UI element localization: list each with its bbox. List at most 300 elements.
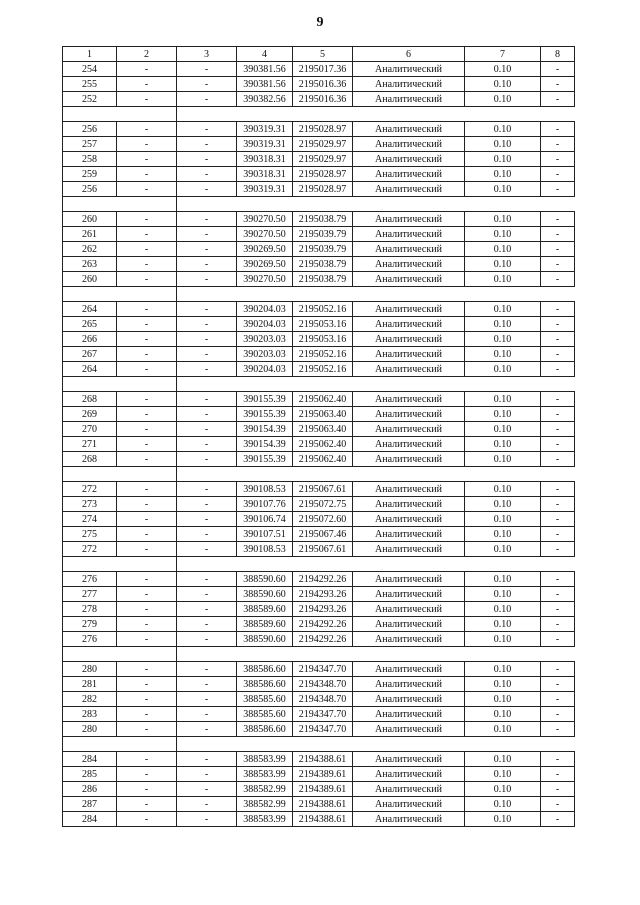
separator-cell (541, 197, 575, 212)
table-cell-col-7: 0.10 (465, 227, 541, 242)
separator-cell (353, 197, 465, 212)
table-cell-col-6: Аналитический (353, 602, 465, 617)
table-cell-col-5: 2195038.79 (293, 212, 353, 227)
table-cell-col-6: Аналитический (353, 392, 465, 407)
table-cell-col-2: - (117, 362, 177, 377)
separator-cell (237, 467, 293, 482)
table-cell-col-1: 276 (63, 632, 117, 647)
table-cell-col-1: 264 (63, 362, 117, 377)
separator-cell (117, 197, 177, 212)
table-cell-col-5: 2195029.97 (293, 137, 353, 152)
table-cell-col-4: 390270.50 (237, 212, 293, 227)
table-cell-col-1: 280 (63, 722, 117, 737)
page-number: 9 (316, 15, 324, 30)
table-cell-col-4: 388586.60 (237, 677, 293, 692)
table-cell-col-1: 276 (63, 572, 117, 587)
table-cell-col-5: 2195067.61 (293, 542, 353, 557)
separator-cell (237, 737, 293, 752)
table-header-row (63, 47, 575, 62)
table-cell-col-1: 261 (63, 227, 117, 242)
table-row (63, 332, 575, 347)
table-cell-col-8: - (541, 227, 575, 242)
table-cell-col-5: 2195062.40 (293, 392, 353, 407)
table-cell-col-1: 263 (63, 257, 117, 272)
table-cell-col-1: 275 (63, 527, 117, 542)
table-cell-col-1: 256 (63, 122, 117, 137)
separator-cell (177, 467, 237, 482)
table-cell-col-7: 0.10 (465, 272, 541, 287)
table-cell-col-5: 2194293.26 (293, 587, 353, 602)
table-cell-col-7: 0.10 (465, 452, 541, 467)
table-cell-col-6: Аналитический (353, 77, 465, 92)
table-cell-col-2: - (117, 632, 177, 647)
separator-cell (465, 197, 541, 212)
table-cell-col-8: - (541, 422, 575, 437)
table-cell-col-3: - (177, 692, 237, 707)
table-cell-col-8: - (541, 527, 575, 542)
table-cell-col-8: - (541, 152, 575, 167)
separator-cell (541, 107, 575, 122)
table-cell-col-3: - (177, 92, 237, 107)
table-cell-col-1: 252 (63, 92, 117, 107)
table-cell-col-8: - (541, 407, 575, 422)
table-cell-col-5: 2195062.40 (293, 437, 353, 452)
table-cell-col-6: Аналитический (353, 707, 465, 722)
table-cell-col-7: 0.10 (465, 542, 541, 557)
table-cell-col-4: 388583.99 (237, 752, 293, 767)
table-cell-col-3: - (177, 62, 237, 77)
table-row (63, 752, 575, 767)
column-header-6: 6 (353, 47, 465, 62)
table-cell-col-3: - (177, 617, 237, 632)
table-cell-col-4: 390154.39 (237, 437, 293, 452)
table-cell-col-7: 0.10 (465, 392, 541, 407)
table-cell-col-3: - (177, 392, 237, 407)
group-separator-row (63, 737, 575, 752)
table-cell-col-7: 0.10 (465, 122, 541, 137)
table-cell-col-2: - (117, 227, 177, 242)
separator-cell (63, 467, 117, 482)
table-cell-col-7: 0.10 (465, 602, 541, 617)
separator-cell (63, 737, 117, 752)
table-row (63, 797, 575, 812)
table-cell-col-5: 2195072.60 (293, 512, 353, 527)
table-cell-col-2: - (117, 782, 177, 797)
table-row (63, 602, 575, 617)
separator-cell (465, 377, 541, 392)
table-cell-col-5: 2195067.61 (293, 482, 353, 497)
column-header-7: 7 (465, 47, 541, 62)
table-row (63, 707, 575, 722)
table-cell-col-1: 262 (63, 242, 117, 257)
table-cell-col-8: - (541, 92, 575, 107)
table-cell-col-7: 0.10 (465, 77, 541, 92)
table-cell-col-6: Аналитический (353, 302, 465, 317)
table-cell-col-2: - (117, 407, 177, 422)
separator-cell (465, 107, 541, 122)
separator-cell (293, 647, 353, 662)
table-cell-col-7: 0.10 (465, 767, 541, 782)
table-cell-col-1: 257 (63, 137, 117, 152)
table-cell-col-3: - (177, 77, 237, 92)
table-cell-col-1: 279 (63, 617, 117, 632)
table-cell-col-4: 388583.99 (237, 767, 293, 782)
table-cell-col-7: 0.10 (465, 497, 541, 512)
table-cell-col-2: - (117, 587, 177, 602)
table-cell-col-6: Аналитический (353, 572, 465, 587)
separator-cell (237, 287, 293, 302)
table-cell-col-2: - (117, 707, 177, 722)
separator-cell (293, 377, 353, 392)
table-cell-col-6: Аналитический (353, 722, 465, 737)
table-cell-col-6: Аналитический (353, 347, 465, 362)
table-cell-col-4: 390106.74 (237, 512, 293, 527)
table-cell-col-8: - (541, 542, 575, 557)
table-cell-col-5: 2195062.40 (293, 452, 353, 467)
table-cell-col-4: 388585.60 (237, 707, 293, 722)
table-row (63, 497, 575, 512)
table-row (63, 122, 575, 137)
table-cell-col-4: 390155.39 (237, 452, 293, 467)
table-cell-col-2: - (117, 137, 177, 152)
table-cell-col-5: 2194293.26 (293, 602, 353, 617)
table-cell-col-8: - (541, 392, 575, 407)
table-cell-col-1: 271 (63, 437, 117, 452)
table-cell-col-8: - (541, 347, 575, 362)
table-cell-col-8: - (541, 482, 575, 497)
table-cell-col-2: - (117, 62, 177, 77)
table-cell-col-5: 2194388.61 (293, 812, 353, 827)
table-cell-col-8: - (541, 572, 575, 587)
table-cell-col-2: - (117, 512, 177, 527)
table-cell-col-3: - (177, 722, 237, 737)
table-cell-col-1: 268 (63, 452, 117, 467)
table-cell-col-8: - (541, 272, 575, 287)
table-cell-col-2: - (117, 302, 177, 317)
table-row (63, 77, 575, 92)
separator-cell (353, 737, 465, 752)
table-cell-col-6: Аналитический (353, 452, 465, 467)
table-row (63, 437, 575, 452)
table-cell-col-5: 2195052.16 (293, 362, 353, 377)
table-row (63, 167, 575, 182)
table-cell-col-5: 2195052.16 (293, 302, 353, 317)
table-row (63, 782, 575, 797)
column-header-2: 2 (117, 47, 177, 62)
table-cell-col-7: 0.10 (465, 242, 541, 257)
table-row (63, 767, 575, 782)
separator-cell (63, 197, 117, 212)
table-cell-col-1: 264 (63, 302, 117, 317)
table-cell-col-4: 388583.99 (237, 812, 293, 827)
table-cell-col-6: Аналитический (353, 662, 465, 677)
table-cell-col-7: 0.10 (465, 362, 541, 377)
table-cell-col-8: - (541, 512, 575, 527)
table-cell-col-8: - (541, 707, 575, 722)
table-cell-col-3: - (177, 542, 237, 557)
table-cell-col-8: - (541, 767, 575, 782)
table-cell-col-5: 2194347.70 (293, 662, 353, 677)
table-cell-col-7: 0.10 (465, 752, 541, 767)
table-cell-col-6: Аналитический (353, 692, 465, 707)
table-row (63, 632, 575, 647)
table-cell-col-2: - (117, 572, 177, 587)
table-cell-col-5: 2195028.97 (293, 122, 353, 137)
table-cell-col-4: 390204.03 (237, 317, 293, 332)
column-header-5: 5 (293, 47, 353, 62)
table-cell-col-5: 2194292.26 (293, 617, 353, 632)
separator-cell (465, 737, 541, 752)
table-cell-col-2: - (117, 212, 177, 227)
table-cell-col-4: 388582.99 (237, 782, 293, 797)
separator-cell (541, 467, 575, 482)
table-cell-col-8: - (541, 677, 575, 692)
separator-cell (177, 557, 237, 572)
table-cell-col-3: - (177, 812, 237, 827)
table-cell-col-6: Аналитический (353, 752, 465, 767)
separator-cell (177, 107, 237, 122)
table-cell-col-3: - (177, 587, 237, 602)
table-cell-col-4: 390154.39 (237, 422, 293, 437)
table-cell-col-1: 285 (63, 767, 117, 782)
table-row (63, 617, 575, 632)
table-cell-col-1: 282 (63, 692, 117, 707)
table-cell-col-5: 2195016.36 (293, 92, 353, 107)
table-row (63, 812, 575, 827)
table-cell-col-3: - (177, 317, 237, 332)
table-cell-col-6: Аналитический (353, 437, 465, 452)
table-cell-col-2: - (117, 152, 177, 167)
table-cell-col-6: Аналитический (353, 497, 465, 512)
table-cell-col-6: Аналитический (353, 227, 465, 242)
table-cell-col-5: 2195039.79 (293, 242, 353, 257)
separator-cell (465, 647, 541, 662)
table-cell-col-1: 287 (63, 797, 117, 812)
table-cell-col-2: - (117, 797, 177, 812)
table-cell-col-7: 0.10 (465, 482, 541, 497)
table-cell-col-1: 268 (63, 392, 117, 407)
table-cell-col-4: 390155.39 (237, 392, 293, 407)
table-cell-col-4: 390270.50 (237, 272, 293, 287)
table-cell-col-3: - (177, 602, 237, 617)
table-cell-col-2: - (117, 452, 177, 467)
separator-cell (237, 107, 293, 122)
table-cell-col-6: Аналитический (353, 587, 465, 602)
table-cell-col-4: 390381.56 (237, 62, 293, 77)
table-cell-col-6: Аналитический (353, 677, 465, 692)
group-separator-row (63, 557, 575, 572)
table-cell-col-8: - (541, 722, 575, 737)
table-cell-col-8: - (541, 497, 575, 512)
table-cell-col-6: Аналитический (353, 242, 465, 257)
table-row (63, 257, 575, 272)
coordinates-table (62, 46, 575, 827)
table-cell-col-8: - (541, 692, 575, 707)
table-cell-col-2: - (117, 812, 177, 827)
separator-cell (465, 467, 541, 482)
table-cell-col-6: Аналитический (353, 407, 465, 422)
table-cell-col-3: - (177, 797, 237, 812)
table-cell-col-3: - (177, 242, 237, 257)
table-cell-col-7: 0.10 (465, 422, 541, 437)
table-cell-col-1: 286 (63, 782, 117, 797)
table-cell-col-4: 390203.03 (237, 332, 293, 347)
table-cell-col-7: 0.10 (465, 152, 541, 167)
table-cell-col-3: - (177, 707, 237, 722)
table-cell-col-7: 0.10 (465, 347, 541, 362)
table-cell-col-6: Аналитический (353, 92, 465, 107)
table-row (63, 242, 575, 257)
separator-cell (465, 287, 541, 302)
table-cell-col-1: 272 (63, 542, 117, 557)
table-cell-col-2: - (117, 602, 177, 617)
table-cell-col-8: - (541, 362, 575, 377)
table-cell-col-8: - (541, 257, 575, 272)
table-cell-col-4: 390382.56 (237, 92, 293, 107)
separator-cell (353, 557, 465, 572)
table-cell-col-7: 0.10 (465, 617, 541, 632)
table-row (63, 452, 575, 467)
table-cell-col-1: 259 (63, 167, 117, 182)
table-cell-col-5: 2195028.97 (293, 182, 353, 197)
table-cell-col-1: 274 (63, 512, 117, 527)
table-cell-col-3: - (177, 347, 237, 362)
table-cell-col-1: 265 (63, 317, 117, 332)
table-cell-col-1: 283 (63, 707, 117, 722)
table-cell-col-7: 0.10 (465, 782, 541, 797)
separator-cell (541, 647, 575, 662)
separator-cell (541, 377, 575, 392)
separator-cell (63, 647, 117, 662)
table-row (63, 137, 575, 152)
table-cell-col-2: - (117, 677, 177, 692)
table-cell-col-8: - (541, 167, 575, 182)
group-separator-row (63, 197, 575, 212)
table-cell-col-3: - (177, 332, 237, 347)
table-cell-col-7: 0.10 (465, 62, 541, 77)
table-cell-col-4: 390108.53 (237, 482, 293, 497)
table-cell-col-6: Аналитический (353, 152, 465, 167)
table-row (63, 302, 575, 317)
table-cell-col-2: - (117, 77, 177, 92)
table-cell-col-5: 2194389.61 (293, 782, 353, 797)
table-cell-col-5: 2195038.79 (293, 257, 353, 272)
table-cell-col-3: - (177, 227, 237, 242)
table-cell-col-5: 2195029.97 (293, 152, 353, 167)
table-cell-col-5: 2194348.70 (293, 692, 353, 707)
table-cell-col-2: - (117, 437, 177, 452)
table-cell-col-5: 2194292.26 (293, 632, 353, 647)
table-cell-col-7: 0.10 (465, 677, 541, 692)
table-cell-col-5: 2195028.97 (293, 167, 353, 182)
table-cell-col-7: 0.10 (465, 167, 541, 182)
separator-cell (117, 737, 177, 752)
table-cell-col-8: - (541, 77, 575, 92)
table-cell-col-1: 267 (63, 347, 117, 362)
table-cell-col-1: 270 (63, 422, 117, 437)
separator-cell (63, 557, 117, 572)
table-cell-col-8: - (541, 452, 575, 467)
table-cell-col-6: Аналитический (353, 212, 465, 227)
table-row (63, 212, 575, 227)
table-cell-col-6: Аналитический (353, 257, 465, 272)
separator-cell (293, 197, 353, 212)
table-cell-col-5: 2195052.16 (293, 347, 353, 362)
table-cell-col-6: Аналитический (353, 362, 465, 377)
table-cell-col-2: - (117, 167, 177, 182)
table-cell-col-4: 388586.60 (237, 662, 293, 677)
table-row (63, 62, 575, 77)
table-cell-col-7: 0.10 (465, 182, 541, 197)
table-cell-col-4: 390319.31 (237, 182, 293, 197)
table-cell-col-6: Аналитический (353, 62, 465, 77)
table-row (63, 527, 575, 542)
table-cell-col-7: 0.10 (465, 512, 541, 527)
table-cell-col-8: - (541, 332, 575, 347)
table-cell-col-5: 2195053.16 (293, 317, 353, 332)
table-row (63, 152, 575, 167)
table-row (63, 92, 575, 107)
table-cell-col-5: 2194389.61 (293, 767, 353, 782)
table-cell-col-2: - (117, 767, 177, 782)
table-cell-col-5: 2194347.70 (293, 722, 353, 737)
table-cell-col-2: - (117, 182, 177, 197)
table-cell-col-8: - (541, 587, 575, 602)
table-cell-col-2: - (117, 122, 177, 137)
table-row (63, 392, 575, 407)
table-row (63, 677, 575, 692)
table-cell-col-8: - (541, 632, 575, 647)
table-cell-col-1: 273 (63, 497, 117, 512)
table-cell-col-7: 0.10 (465, 587, 541, 602)
table-row (63, 182, 575, 197)
table-cell-col-4: 390319.31 (237, 122, 293, 137)
table-cell-col-6: Аналитический (353, 767, 465, 782)
separator-cell (237, 197, 293, 212)
table-cell-col-7: 0.10 (465, 317, 541, 332)
table-cell-col-3: - (177, 362, 237, 377)
table-cell-col-3: - (177, 677, 237, 692)
table-cell-col-6: Аналитический (353, 332, 465, 347)
table-cell-col-7: 0.10 (465, 407, 541, 422)
separator-cell (177, 737, 237, 752)
table-cell-col-2: - (117, 332, 177, 347)
table-cell-col-4: 388590.60 (237, 572, 293, 587)
table-cell-col-4: 390318.31 (237, 152, 293, 167)
table-cell-col-6: Аналитический (353, 512, 465, 527)
table-cell-col-2: - (117, 722, 177, 737)
separator-cell (177, 377, 237, 392)
separator-cell (237, 557, 293, 572)
table-cell-col-3: - (177, 182, 237, 197)
table-row (63, 722, 575, 737)
separator-cell (541, 737, 575, 752)
table-cell-col-3: - (177, 302, 237, 317)
table-cell-col-6: Аналитический (353, 782, 465, 797)
table-cell-col-7: 0.10 (465, 302, 541, 317)
table-cell-col-2: - (117, 482, 177, 497)
table-cell-col-5: 2194347.70 (293, 707, 353, 722)
group-separator-row (63, 107, 575, 122)
table-row (63, 422, 575, 437)
separator-cell (541, 557, 575, 572)
table-cell-col-6: Аналитический (353, 182, 465, 197)
separator-cell (117, 557, 177, 572)
table-cell-col-2: - (117, 392, 177, 407)
table-row (63, 662, 575, 677)
table-cell-col-8: - (541, 752, 575, 767)
table-cell-col-4: 390269.50 (237, 257, 293, 272)
